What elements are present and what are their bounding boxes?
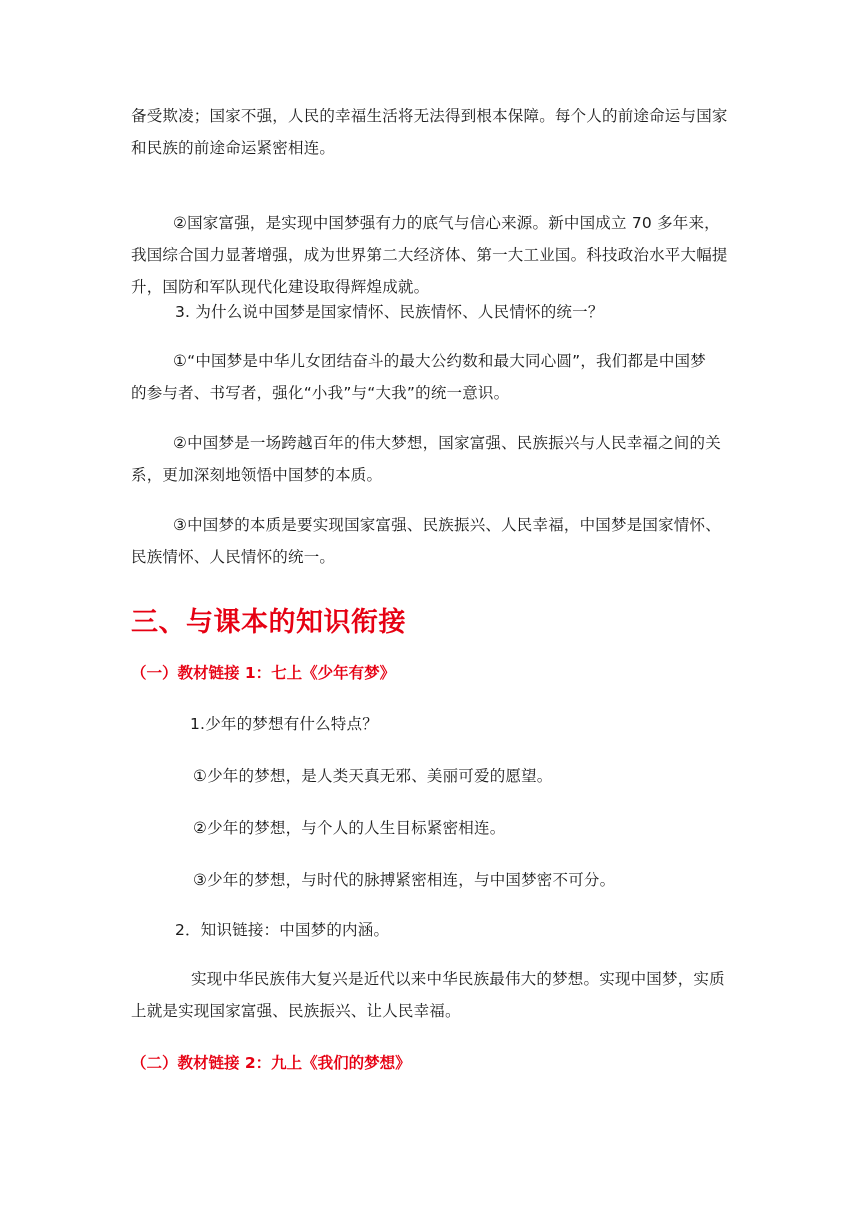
text-line: ①“中国梦是中华儿女团结奋斗的最大公约数和最大同心圆”，我们都是中国梦 [173, 352, 706, 370]
text-line: 上就是实现国家富强、民族振兴、让人民幸福。 [131, 1002, 461, 1020]
text-line: 民族情怀、人民情怀的统一。 [131, 548, 336, 566]
question-1 [190, 708, 790, 740]
section-heading: 三、与课本的知识衔接 [131, 607, 406, 638]
question-2 [175, 914, 775, 946]
question-3 [175, 296, 775, 328]
paragraph-prosperity [131, 207, 731, 303]
text-line: 升，国防和军队现代化建设取得辉煌成就。 [131, 278, 430, 296]
answer-item-2 [193, 812, 793, 844]
answer-item-3 [193, 864, 793, 896]
text-line: 我国综合国力显著增强，成为世界第二大经济体、第一大工业国。科技政治水平大幅提 [131, 246, 728, 264]
paragraph-answer-2 [131, 427, 731, 491]
paragraph-answer-1 [131, 345, 731, 409]
paragraph-chinese-dream [131, 963, 731, 1027]
text-line: 系，更加深刻地领悟中国梦的本质。 [131, 466, 383, 484]
answer-item-1 [193, 760, 793, 792]
text-line: 2．知识链接：中国梦的内涵。 [175, 921, 390, 939]
text-line: ②国家富强，是实现中国梦强有力的底气与信心来源。新中国成立 70 多年来， [173, 214, 720, 232]
text-line: ③少年的梦想，与时代的脉搏紧密相连，与中国梦密不可分。 [193, 871, 616, 889]
text-line: ②中国梦是一场跨越百年的伟大梦想，国家富强、民族振兴与人民幸福之间的关 [173, 434, 721, 452]
text-line: ①少年的梦想，是人类天真无邪、美丽可爱的愿望。 [193, 767, 553, 785]
text-line: 1.少年的梦想有什么特点？ [190, 715, 378, 733]
subsection-heading-1: （一）教材链接 1：七上《少年有梦》 [131, 664, 396, 682]
text-line: ③中国梦的本质是要实现国家富强、民族振兴、人民幸福，中国梦是国家情怀、 [173, 516, 721, 534]
text-line: ②少年的梦想，与个人的人生目标紧密相连。 [193, 819, 506, 837]
subsection-heading-2: （二）教材链接 2：九上《我们的梦想》 [131, 1054, 411, 1072]
paragraph-national-strength [131, 100, 731, 164]
text-line: 和民族的前途命运紧密相连。 [131, 139, 336, 157]
text-line: 实现中华民族伟大复兴是近代以来中华民族最伟大的梦想。实现中国梦，实质 [191, 970, 725, 988]
paragraph-answer-3 [131, 509, 731, 573]
text-line: 3. 为什么说中国梦是国家情怀、民族情怀、人民情怀的统一？ [175, 303, 604, 321]
text-line: 备受欺凌；国家不强，人民的幸福生活将无法得到根本保障。每个人的前途命运与国家 [131, 107, 728, 125]
text-line: 的参与者、书写者，强化“小我”与“大我”的统一意识。 [131, 384, 510, 402]
